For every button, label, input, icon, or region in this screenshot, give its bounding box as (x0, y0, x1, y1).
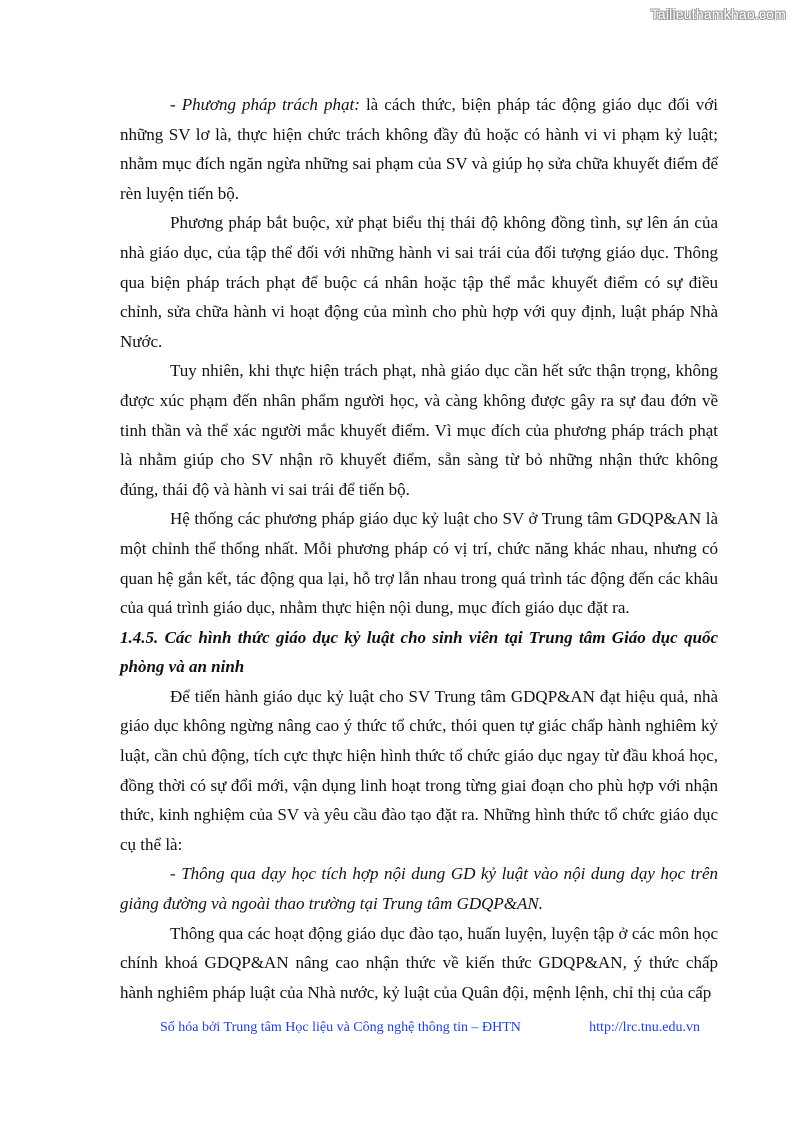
paragraph-hoat-dong: Thông qua các hoạt động giáo dục đào tạo, huấn luyện, luyện tập ở các môn học chính khoá GDQP&AN nâng cao nhận thức về kiến thức GDQP&AN, ý thức chấp hành nghiêm pháp luật của Nhà nước, kỷ luật của Quân đội, mệnh lệnh, chỉ thị của cấp (120, 923, 718, 1002)
footer-credit: Số hóa bởi Trung tâm Học liệu và Công nghệ thông tin – ĐHTN (160, 1020, 521, 1035)
paragraph-text: là cách thức, biện pháp tác động giáo dục đối với những SV lơ là, thực hiện chức trách không đầy đủ hoặc có hành vi vi phạm kỷ luật; nhằm mục đích ngăn ngừa những sai phạm của SV và giúp họ sửa chữa khuyết điểm để rèn luyện tiến bộ. (120, 95, 719, 203)
page-footer (120, 1020, 700, 1044)
italic-subheading: - Thông qua dạy học tích hợp nội dung GD kỷ luật vào nội dung dạy học trên giảng đường và ngoài thao trường tại Trung tâm GDQP&AN. (120, 864, 718, 914)
watermark: Tailieuthamkhao.com (650, 6, 786, 22)
paragraph-tuy-nhien: Tuy nhiên, khi thực hiện trách phạt, nhà giáo dục cần hết sức thận trọng, không được xúc phạm đến nhân phẩm người học, và càng không được gây ra sự đau đớn về tinh thần và thể xác người mắc khuyết điểm. Vì mục đích của phương pháp trách phạt là nhằm giúp cho SV nhận rõ khuyết điểm, sẵn sàng từ bỏ những nhận thức không đúng, thái độ và hành vi sai trái để tiến bộ. (120, 361, 718, 499)
section-heading: 1.4.5. Các hình thức giáo dục kỷ luật cho sinh viên tại Trung tâm Giáo dục quốc phòng và an ninh (120, 627, 718, 677)
document-body (120, 90, 718, 1007)
paragraph-de-tien-hanh: Để tiến hành giáo dục kỷ luật cho SV Trung tâm GDQP&AN đạt hiệu quả, nhà giáo dục không ngừng nâng cao ý thức tổ chức, thói quen tự giác chấp hành nghiêm kỷ luật, cần chủ động, tích cực thực hiện hình thức tổ chức giáo dục ngay từ đầu khoá học, đồng thời có sự đổi mới, vận dụng linh hoạt trong từng giai đoạn cho phù hợp với nhận thức, kinh nghiệm của SV và yêu cầu đào tạo đặt ra. Những hình thức tổ chức giáo dục cụ thể là: (120, 686, 718, 854)
footer-url[interactable]: http://lrc.tnu.edu.vn (589, 1020, 700, 1035)
paragraph-he-thong: Hệ thống các phương pháp giáo dục kỷ luật cho SV ở Trung tâm GDQP&AN là một chỉnh thể thống nhất. Mỗi phương pháp có vị trí, chức năng khác nhau, nhưng có quan hệ gắn kết, tác động qua lại, hỗ trợ lẫn nhau trong quá trình tác động đến các khâu của quá trình giáo dục, nhằm thực hiện nội dung, mục đích giáo dục đặt ra. (120, 509, 718, 618)
term-phuong-phap-trach-phat: - Phương pháp trách phạt: (170, 95, 360, 114)
paragraph-bat-buoc: Phương pháp bắt buộc, xử phạt biểu thị thái độ không đồng tình, sự lên án của nhà giáo dục, của tập thể đối với những hành vi sai trái của đối tượng giáo dục. Thông qua biện pháp trách phạt để buộc cá nhân hoặc tập thể mắc khuyết điểm có sự điều chỉnh, sửa chữa hành vi hoạt động của mình cho phù hợp với quy định, luật pháp Nhà Nước. (120, 213, 718, 351)
paragraph-thong-qua-day-hoc (120, 859, 718, 918)
paragraph-trach-phat (120, 90, 718, 208)
